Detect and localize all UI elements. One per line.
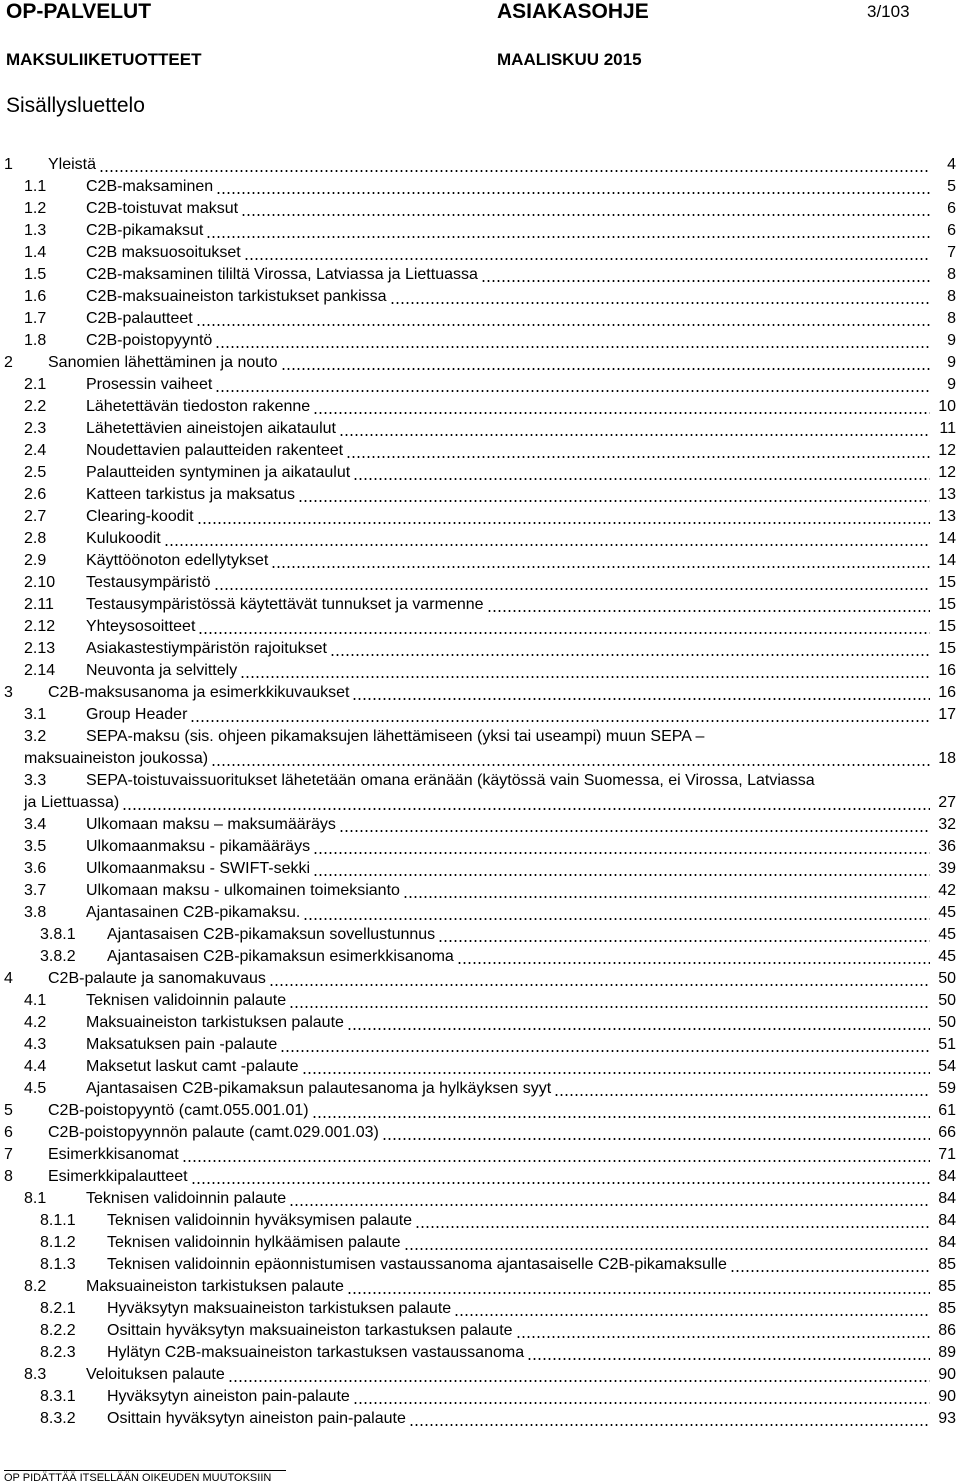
toc-entry[interactable] [0, 858, 960, 880]
toc-entry-title: Teknisen validoinnin palaute [86, 992, 287, 1009]
toc-entry-number: 1.6 [24, 288, 47, 305]
toc-entry-number: 2.2 [24, 398, 47, 415]
toc-entry[interactable] [0, 1078, 960, 1100]
header-left-subtitle: MAKSULIIKETUOTTEET [6, 50, 202, 69]
toc-leader-dots [216, 192, 930, 194]
toc-entry[interactable] [0, 1254, 960, 1276]
toc-entry[interactable] [0, 1298, 960, 1320]
toc-entry-page: 18 [938, 750, 956, 767]
toc-entry[interactable] [0, 242, 960, 264]
toc-leader-dots [206, 236, 930, 238]
toc-entry[interactable] [0, 198, 960, 220]
toc-entry-page: 8 [947, 310, 956, 327]
toc-entry[interactable] [0, 1232, 960, 1254]
toc-entry[interactable] [0, 286, 960, 308]
toc-entry-number: 1.2 [24, 200, 47, 217]
toc-entry-page: 6 [947, 200, 956, 217]
toc-entry[interactable] [0, 660, 960, 682]
toc-entry-title: Ajantasaisen C2B-pikamaksun esimerkkisanoma [107, 948, 454, 965]
toc-entry-page: 8 [947, 288, 956, 305]
toc-entry[interactable] [0, 902, 960, 924]
footer-note: OP PIDÄTTÄÄ ITSELLÄÄN OIKEUDEN MUUTOKSIIN [4, 1472, 272, 1484]
toc-entry-title: Hyväksytyn aineiston pain-palaute [107, 1388, 350, 1405]
toc-entry-page: 27 [938, 794, 956, 811]
toc-entry-number: 8.3 [24, 1366, 47, 1383]
toc-leader-dots [313, 412, 930, 414]
toc-entry-page: 8 [947, 266, 956, 283]
toc-leader-dots [164, 544, 930, 546]
toc-entry[interactable] [0, 550, 960, 572]
toc-leader-dots [281, 368, 931, 370]
toc-entry-page: 86 [938, 1322, 956, 1339]
toc-entry-number: 2.8 [24, 530, 47, 547]
toc-entry-title: Maksuaineiston tarkistuksen palaute [86, 1014, 344, 1031]
toc-entry[interactable] [0, 396, 960, 418]
toc-entry-number: 2.3 [24, 420, 47, 437]
toc-entry-number: 1 [4, 156, 13, 173]
toc-entry-number: 2.13 [24, 640, 56, 657]
toc-leader-dots [197, 522, 930, 524]
toc-entry-title: C2B-maksuaineiston tarkistukset pankissa [86, 288, 387, 305]
toc-leader-dots [454, 1314, 930, 1316]
toc-leader-dots [196, 324, 930, 326]
toc-entry-page: 84 [938, 1190, 956, 1207]
toc-entry-number: 3.8.1 [40, 926, 76, 943]
toc-entry-title: Lähetettävän tiedoston rakenne [86, 398, 311, 415]
toc-leader-dots [481, 280, 930, 282]
toc-entry-number: 3.4 [24, 816, 47, 833]
toc-entry-title: Lähetettävien aineistojen aikataulut [86, 420, 336, 437]
toc-entry-number: 5 [4, 1102, 13, 1119]
toc-leader-dots [244, 258, 930, 260]
toc-entry-number: 2.5 [24, 464, 47, 481]
toc-entry-title: Sanomien lähettäminen ja nouto [48, 354, 278, 371]
toc-entry[interactable] [0, 1188, 960, 1210]
toc-entry-page: 90 [938, 1366, 956, 1383]
toc-entry-title: Esimerkkipalautteet [48, 1168, 188, 1185]
toc-entry[interactable] [0, 220, 960, 242]
toc-entry-title: C2B-maksaminen tililtä Virossa, Latviassa ja Liettuassa [86, 266, 478, 283]
toc-entry-page: 39 [938, 860, 956, 877]
toc-entry-page: 13 [938, 486, 956, 503]
toc-leader-dots [214, 588, 931, 590]
toc-entry-number: 8.2.1 [40, 1300, 76, 1317]
toc-entry-number: 4 [4, 970, 13, 987]
toc-entry-page: 12 [938, 442, 956, 459]
toc-entry[interactable] [0, 1364, 960, 1386]
toc-entry-number: 7 [4, 1146, 13, 1163]
toc-entry[interactable] [0, 1342, 960, 1364]
toc-leader-dots [390, 302, 930, 304]
toc-entry-number: 8.1.3 [40, 1256, 76, 1273]
toc-entry-page: 7 [947, 244, 956, 261]
toc-leader-dots [730, 1270, 930, 1272]
toc-leader-dots [330, 654, 930, 656]
toc-entry[interactable] [0, 1056, 960, 1078]
toc-entry-page: 36 [938, 838, 956, 855]
toc-leader-dots [228, 1380, 930, 1382]
toc-entry-title: Teknisen validoinnin palaute [86, 1190, 287, 1207]
toc-entry-number: 4.3 [24, 1036, 47, 1053]
toc-entry[interactable] [0, 374, 960, 396]
toc-entry-number: 2.10 [24, 574, 56, 591]
toc-entry-title: Ajantasaisen C2B-pikamaksun palautesanoma ja hylkäyksen syyt [86, 1080, 552, 1097]
toc-leader-dots [271, 566, 930, 568]
toc-entry-title: C2B-maksaminen [86, 178, 214, 195]
toc-entry-number: 3.8 [24, 904, 47, 921]
toc-entry-number: 2.9 [24, 552, 47, 569]
toc-leader-dots [353, 1402, 930, 1404]
toc-leader-dots [182, 1160, 930, 1162]
toc-entry-page: 4 [947, 156, 956, 173]
toc-entry[interactable] [0, 1100, 960, 1122]
toc-leader-dots [403, 896, 930, 898]
toc-entry-number: 8.2.3 [40, 1344, 76, 1361]
toc-entry-number: 3 [4, 684, 13, 701]
toc-entry[interactable] [0, 704, 960, 726]
toc-entry-number: 4.2 [24, 1014, 47, 1031]
toc-entry-title: Prosessin vaiheet [86, 376, 213, 393]
toc-entry-page: 11 [939, 420, 956, 437]
toc-entry-page: 9 [947, 354, 956, 371]
toc-entry-title: Osittain hyväksytyn maksuaineiston tarkastuksen palaute [107, 1322, 513, 1339]
toc-entry-title: C2B-palautteet [86, 310, 193, 327]
toc-leader-dots [554, 1094, 930, 1096]
toc-entry[interactable] [0, 1144, 960, 1166]
footer-divider [4, 1470, 286, 1471]
page-number: 3/103 [867, 2, 910, 21]
toc-entry-number: 6 [4, 1124, 13, 1141]
toc-leader-dots [289, 1204, 930, 1206]
toc-entry-page: 85 [938, 1300, 956, 1317]
toc-entry-title: Ulkomaanmaksu - pikamääräys [86, 838, 311, 855]
toc-entry-number: 4.5 [24, 1080, 47, 1097]
toc-entry[interactable] [0, 726, 960, 770]
toc-leader-dots [339, 830, 930, 832]
toc-entry-title-line2: maksuaineiston joukossa) [24, 750, 209, 767]
toc-entry[interactable] [0, 1012, 960, 1034]
toc-entry-page: 45 [938, 926, 956, 943]
toc-entry-title: Ajantasaisen C2B-pikamaksun sovellustunnus [107, 926, 436, 943]
toc-entry-number: 8.3.2 [40, 1410, 76, 1427]
toc-entry-number: 4.4 [24, 1058, 47, 1075]
toc-entry-title: Ulkomaan maksu – maksumääräys [86, 816, 336, 833]
toc-entry-title: Osittain hyväksytyn aineiston pain-palaute [107, 1410, 406, 1427]
toc-entry[interactable] [0, 990, 960, 1012]
toc-leader-dots [382, 1138, 930, 1140]
toc-leader-dots [191, 1182, 930, 1184]
toc-entry-page: 50 [938, 992, 956, 1009]
toc-entry-title: Teknisen validoinnin hyväksymisen palaute [107, 1212, 413, 1229]
toc-entry[interactable] [0, 352, 960, 374]
toc-entry-title: C2B-pikamaksut [86, 222, 204, 239]
toc-entry-title: Katteen tarkistus ja maksatus [86, 486, 295, 503]
toc-entry-number: 3.2 [24, 728, 47, 745]
toc-entry[interactable] [0, 1276, 960, 1298]
toc-entry-title: Ulkomaanmaksu - SWIFT-sekki [86, 860, 311, 877]
toc-leader-dots [438, 940, 930, 942]
toc-entry-title: Hyväksytyn maksuaineiston tarkistuksen palaute [107, 1300, 452, 1317]
toc-leader-dots [313, 874, 930, 876]
toc-entry-title: Neuvonta ja selvittely [86, 662, 238, 679]
toc-entry[interactable] [0, 1122, 960, 1144]
toc-entry-number: 2.4 [24, 442, 47, 459]
toc-entry-title: Yleistä [48, 156, 97, 173]
toc-entry[interactable] [0, 1210, 960, 1232]
toc-entry-number: 3.7 [24, 882, 47, 899]
toc-entry-title: Yhteysosoitteet [86, 618, 196, 635]
toc-entry-title: Maksatuksen pain -palaute [86, 1036, 278, 1053]
toc-entry-number: 2.1 [24, 376, 47, 393]
toc-leader-dots [313, 852, 930, 854]
header-center-title: ASIAKASOHJE [497, 0, 649, 23]
toc-entry[interactable] [0, 1166, 960, 1188]
toc-entry-page: 66 [938, 1124, 956, 1141]
header-left-title: OP-PALVELUT [6, 0, 152, 23]
toc-entry-page: 5 [947, 178, 956, 195]
toc-leader-dots [516, 1336, 930, 1338]
toc-leader-dots [190, 720, 930, 722]
toc-entry-number: 1.3 [24, 222, 47, 239]
toc-entry-number: 8.3.1 [40, 1388, 76, 1405]
toc-entry-page: 90 [938, 1388, 956, 1405]
toc-entry-number: 1.8 [24, 332, 47, 349]
toc-entry-page: 61 [938, 1102, 956, 1119]
toc-entry-title: Ajantasainen C2B-pikamaksu. [86, 904, 301, 921]
toc-entry-number: 2.14 [24, 662, 56, 679]
toc-entry-number: 3.5 [24, 838, 47, 855]
toc-entry-number: 8.1 [24, 1190, 47, 1207]
toc-entry-page: 15 [938, 596, 956, 613]
toc-entry[interactable] [0, 440, 960, 462]
toc-leader-dots [312, 1116, 930, 1118]
toc-entry-page: 16 [938, 684, 956, 701]
toc-entry[interactable] [0, 330, 960, 352]
toc-entry-number: 3.8.2 [40, 948, 76, 965]
toc-entry-page: 59 [938, 1080, 956, 1097]
toc-entry-page: 45 [938, 904, 956, 921]
toc-entry[interactable] [0, 484, 960, 506]
toc-entry[interactable] [0, 638, 960, 660]
toc-leader-dots [347, 1028, 930, 1030]
toc-entry-title: Ulkomaan maksu - ulkomainen toimeksianto [86, 882, 400, 899]
toc-entry-title: Veloituksen palaute [86, 1366, 225, 1383]
toc-entry-title-line2: ja Liettuassa) [24, 794, 120, 811]
toc-entry-page: 50 [938, 970, 956, 987]
toc-entry-title: Asiakastestiympäristön rajoitukset [86, 640, 327, 657]
toc-entry[interactable] [0, 968, 960, 990]
toc-entry[interactable] [0, 924, 960, 946]
toc-entry-title: Käyttöönoton edellytykset [86, 552, 269, 569]
toc-entry[interactable] [0, 770, 960, 814]
toc-leader-dots [527, 1358, 930, 1360]
toc-entry-page: 14 [938, 552, 956, 569]
toc-entry-page: 45 [938, 948, 956, 965]
toc-entry[interactable] [0, 154, 960, 176]
toc-entry-title: C2B-maksusanoma ja esimerkkikuvaukset [48, 684, 350, 701]
toc-entry-title: Teknisen validoinnin epäonnistumisen vastaussanoma ajantasaiselle C2B-pikamaksulle [107, 1256, 727, 1273]
toc-entry[interactable] [0, 594, 960, 616]
toc-entry-number: 3.3 [24, 772, 47, 789]
toc-entry-page: 17 [938, 706, 956, 723]
toc-entry-number: 8.1.1 [40, 1212, 76, 1229]
toc-entry-number: 8.2 [24, 1278, 47, 1295]
toc-entry-page: 42 [938, 882, 956, 899]
toc-entry[interactable] [0, 1386, 960, 1408]
toc-entry-title: Clearing-koodit [86, 508, 194, 525]
toc-entry-page: 71 [938, 1146, 956, 1163]
toc-leader-dots [457, 962, 930, 964]
toc-entry-page: 15 [938, 640, 956, 657]
toc-entry-page: 14 [938, 530, 956, 547]
toc-entry-number: 1.4 [24, 244, 47, 261]
toc-entry-page: 50 [938, 1014, 956, 1031]
toc-entry-title: Palautteiden syntyminen ja aikataulut [86, 464, 351, 481]
toc-entry-title: Hylätyn C2B-maksuaineiston tarkastuksen vastaussanoma [107, 1344, 525, 1361]
toc-entry-title: C2B-poistopyynnön palaute (camt.029.001.03) [48, 1124, 379, 1141]
toc-entry[interactable] [0, 572, 960, 594]
toc-leader-dots [415, 1226, 930, 1228]
toc-entry-number: 2 [4, 354, 13, 371]
toc-leader-dots [302, 1072, 930, 1074]
toc-entry-number: 8.2.2 [40, 1322, 76, 1339]
toc-title: Sisällysluettelo [6, 94, 145, 117]
toc-leader-dots [240, 676, 930, 678]
toc-entry-page: 12 [938, 464, 956, 481]
toc-entry-title: C2B-toistuvat maksut [86, 200, 239, 217]
toc-entry[interactable] [0, 308, 960, 330]
toc-entry-page: 15 [938, 618, 956, 635]
toc-entry[interactable] [0, 506, 960, 528]
toc-entry-title: Teknisen validoinnin hylkäämisen palaute [107, 1234, 401, 1251]
toc-entry-page: 54 [938, 1058, 956, 1075]
toc-entry[interactable] [0, 682, 960, 704]
toc-entry-page: 15 [938, 574, 956, 591]
table-of-contents [0, 154, 960, 1430]
toc-entry[interactable] [0, 264, 960, 286]
toc-entry-number: 1.5 [24, 266, 47, 283]
toc-leader-dots [289, 1006, 930, 1008]
toc-leader-dots [280, 1050, 930, 1052]
toc-entry-page: 32 [938, 816, 956, 833]
toc-leader-dots [298, 500, 930, 502]
toc-entry[interactable] [0, 1408, 960, 1430]
toc-leader-dots [241, 214, 930, 216]
toc-entry-number: 2.7 [24, 508, 47, 525]
toc-entry-page: 85 [938, 1256, 956, 1273]
toc-entry[interactable] [0, 528, 960, 550]
toc-entry-page: 85 [938, 1278, 956, 1295]
toc-entry-title: Esimerkkisanomat [48, 1146, 179, 1163]
toc-entry[interactable] [0, 176, 960, 198]
toc-entry-page: 13 [938, 508, 956, 525]
toc-entry-title-line1: SEPA-maksu (sis. ohjeen pikamaksujen lähettämiseen (yksi tai useampi) muun SEPA – [86, 728, 705, 745]
toc-entry-page: 16 [938, 662, 956, 679]
toc-entry-number: 4.1 [24, 992, 47, 1009]
toc-entry-page: 10 [938, 398, 956, 415]
toc-entry-page: 93 [938, 1410, 956, 1427]
toc-entry-page: 9 [947, 376, 956, 393]
toc-leader-dots [339, 434, 930, 436]
toc-entry-page: 89 [938, 1344, 956, 1361]
toc-leader-dots [352, 698, 930, 700]
toc-entry[interactable] [0, 814, 960, 836]
toc-entry-number: 8 [4, 1168, 13, 1185]
toc-entry-page: 51 [938, 1036, 956, 1053]
toc-entry-title: C2B maksuosoitukset [86, 244, 241, 261]
toc-entry[interactable] [0, 616, 960, 638]
toc-entry[interactable] [0, 836, 960, 858]
toc-entry[interactable] [0, 946, 960, 968]
toc-leader-dots [303, 918, 930, 920]
toc-entry-page: 9 [947, 332, 956, 349]
toc-entry[interactable] [0, 1034, 960, 1056]
toc-entry-title: C2B-palaute ja sanomakuvaus [48, 970, 266, 987]
toc-entry-title: Group Header [86, 706, 188, 723]
toc-entry-title-line1: SEPA-toistuvaissuoritukset lähetetään omana eränään (käytössä vain Suomessa, ei Virossa, Latviassa [86, 772, 815, 789]
toc-leader-dots [122, 808, 930, 810]
toc-leader-dots [487, 610, 930, 612]
toc-entry[interactable] [0, 462, 960, 484]
toc-entry-page: 6 [947, 222, 956, 239]
toc-entry-title: C2B-poistopyyntö [86, 332, 213, 349]
toc-entry-number: 2.6 [24, 486, 47, 503]
toc-entry-title: C2B-poistopyyntö (camt.055.001.01) [48, 1102, 309, 1119]
toc-entry-number: 1.7 [24, 310, 47, 327]
toc-entry-title: Testausympäristö [86, 574, 211, 591]
toc-entry-number: 1.1 [24, 178, 47, 195]
toc-entry-number: 2.12 [24, 618, 56, 635]
toc-entry-page: 84 [938, 1234, 956, 1251]
header-center-subtitle: MAALISKUU 2015 [497, 50, 642, 69]
toc-entry-title: Maksuaineiston tarkistuksen palaute [86, 1278, 344, 1295]
toc-entry-number: 3.1 [24, 706, 47, 723]
toc-entry-number: 8.1.2 [40, 1234, 76, 1251]
toc-leader-dots [215, 346, 930, 348]
toc-entry[interactable] [0, 1320, 960, 1342]
toc-leader-dots [404, 1248, 930, 1250]
toc-leader-dots [198, 632, 930, 634]
toc-entry-page: 84 [938, 1168, 956, 1185]
toc-leader-dots [346, 456, 930, 458]
toc-leader-dots [215, 390, 930, 392]
toc-leader-dots [347, 1292, 930, 1294]
toc-entry[interactable] [0, 880, 960, 902]
toc-entry-number: 3.6 [24, 860, 47, 877]
toc-entry-number: 2.11 [24, 596, 54, 613]
toc-leader-dots [99, 170, 930, 172]
toc-leader-dots [353, 478, 930, 480]
toc-entry-title: Kulukoodit [86, 530, 161, 547]
toc-entry-page: 84 [938, 1212, 956, 1229]
toc-leader-dots [211, 764, 930, 766]
toc-leader-dots [409, 1424, 930, 1426]
toc-entry-title: Testausympäristössä käytettävät tunnukset ja varmenne [86, 596, 484, 613]
toc-leader-dots [269, 984, 930, 986]
toc-entry-title: Noudettavien palautteiden rakenteet [86, 442, 344, 459]
toc-entry-title: Maksetut laskut camt -palaute [86, 1058, 299, 1075]
toc-entry[interactable] [0, 418, 960, 440]
